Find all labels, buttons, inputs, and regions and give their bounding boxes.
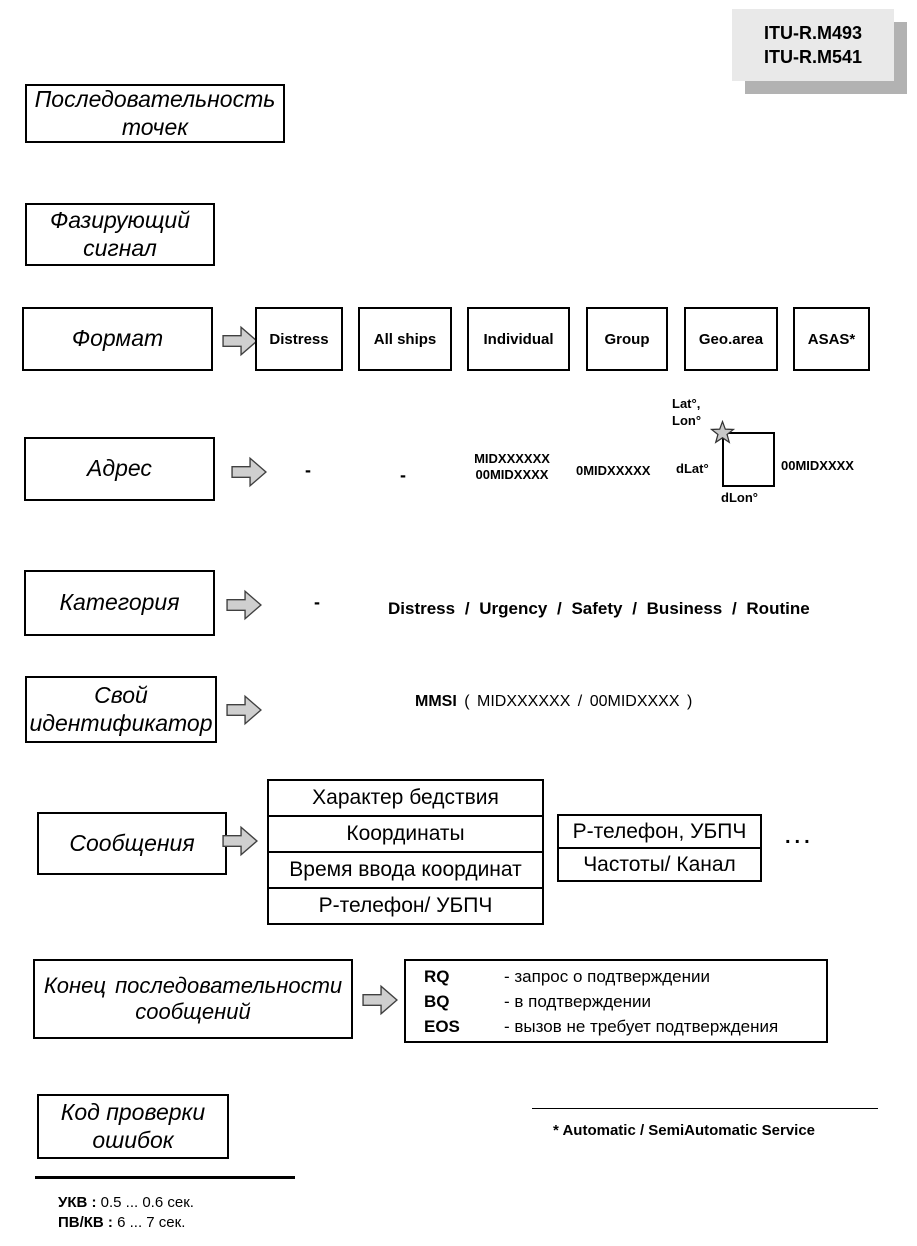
geo-latlon-label [672,395,701,429]
stage-box-address [24,437,215,501]
message-field-label: Характер бедствия [312,786,499,809]
self-id-value-line [415,693,692,711]
format-option-box-asas [793,307,870,371]
star-icon [709,420,736,450]
flow-arrow-icon [231,455,267,494]
message-field-label: Координаты [346,822,465,845]
itu-standard-line2: ITU-R.M541 [763,47,862,67]
address-individual-line2: 00MIDXXXX [475,467,549,482]
eos-code: BQ [424,991,450,1011]
message-field-label: Частоты/ Канал [583,852,736,876]
stage-label-eos: Конец последовательности сообщений [43,973,343,1024]
flow-arrow-icon [222,320,258,367]
category-value-distress: - [314,592,320,612]
format-option-box-group [586,307,668,371]
address-value-distress: - [305,460,311,480]
self-id-mmsi: MMSI [415,693,457,710]
flow-arrow-icon [226,692,262,733]
format-option-box-geo-area [684,307,778,371]
distress-message-table [267,779,544,925]
stage-box-category [24,570,215,636]
other-message-table [557,814,762,882]
stage-box-error-check [37,1094,229,1159]
timing-vhf-line [58,1193,194,1213]
stage-box-self-id [25,676,217,743]
timing-note [58,1193,194,1233]
address-value-all-ships: - [400,465,406,485]
timing-mfhf-line [58,1213,194,1233]
message-field-label: Р-телефон/ УБПЧ [318,894,493,917]
message-field-row [269,889,542,923]
asas-footnote: * Automatic / SemiAutomatic Service [553,1122,816,1139]
message-field-row [559,849,760,880]
eos-code-row [424,1014,826,1039]
format-option-label: ASAS* [807,330,856,348]
format-option-label: All ships [373,330,437,348]
stage-box-format [22,307,213,371]
eos-code-desc: - вызов не требует подтверждения [504,1016,779,1036]
address-value-individual [464,451,560,483]
stage-label-phasing: Фазирующий сигнал [49,207,191,261]
address-value-asas: 00MIDXXXX [781,458,854,473]
timing-vhf-value: 0.5 ... 0.6 сек. [96,1194,194,1211]
eos-codes-box [404,959,828,1043]
timing-divider-line [35,1176,295,1179]
geo-lon-line: Lon° [672,413,702,428]
format-option-label: Geo.area [698,330,764,348]
flow-arrow-icon [362,982,398,1023]
eos-code: EOS [424,1016,460,1036]
stage-label-format: Формат [71,325,164,352]
message-field-row [269,781,542,817]
geo-lat-line: Lat°, [672,396,701,411]
geo-dlon-label: dLon° [721,490,758,505]
timing-mfhf-label: ПВ/КВ : [58,1214,113,1231]
stage-label-error-check: Код проверки ошибок [60,1099,206,1153]
flow-arrow-icon [226,588,262,627]
format-option-label: Distress [269,330,329,348]
address-individual-line1: MIDXXXXXX [474,451,550,466]
self-id-ids: ( MIDXXXXXX / 00MIDXXXX ) [456,693,693,710]
stage-box-phasing [25,203,215,266]
eos-code-row [424,964,826,989]
address-value-group: 0MIDXXXXX [576,463,651,478]
format-option-label: Individual [483,330,554,348]
message-field-row [269,853,542,889]
stage-box-dot-sequence [25,84,285,143]
stage-label-address: Адрес [87,455,152,482]
timing-mfhf-value: 6 ... 7 сек. [112,1214,186,1231]
eos-code: RQ [424,966,450,986]
messages-ellipsis: ... [785,826,814,848]
category-values-line: Distress / Urgency / Safety / Business / Routine [388,599,810,618]
eos-code-row [424,989,826,1014]
message-field-row [559,816,760,849]
stage-box-messages [37,812,227,875]
message-field-row [269,817,542,853]
message-field-label: Время ввода координат [289,858,522,881]
stage-box-eos [33,959,353,1039]
format-option-box-distress [255,307,343,371]
stage-label-self-id: Свой идентификатор [29,682,213,736]
stage-label-dot-sequence: Последовательность точек [34,86,276,140]
eos-code-desc: - в подтверждении [504,991,652,1011]
format-option-box-individual [467,307,570,371]
format-option-box-all-ships [358,307,452,371]
message-field-label: Р-телефон, УБПЧ [572,819,747,843]
stage-label-messages: Сообщения [69,829,195,856]
format-option-label: Group [604,330,650,348]
timing-vhf-label: УКВ : [58,1194,97,1211]
geo-dlat-label: dLat° [676,461,709,476]
itu-standard-line1: ITU-R.M493 [763,23,862,43]
eos-code-desc: - запрос о подтверждении [504,966,711,986]
flow-arrow-icon [222,824,258,863]
stage-label-category: Категория [59,589,180,616]
itu-standards-box [732,9,894,81]
asas-divider-line [532,1108,878,1109]
